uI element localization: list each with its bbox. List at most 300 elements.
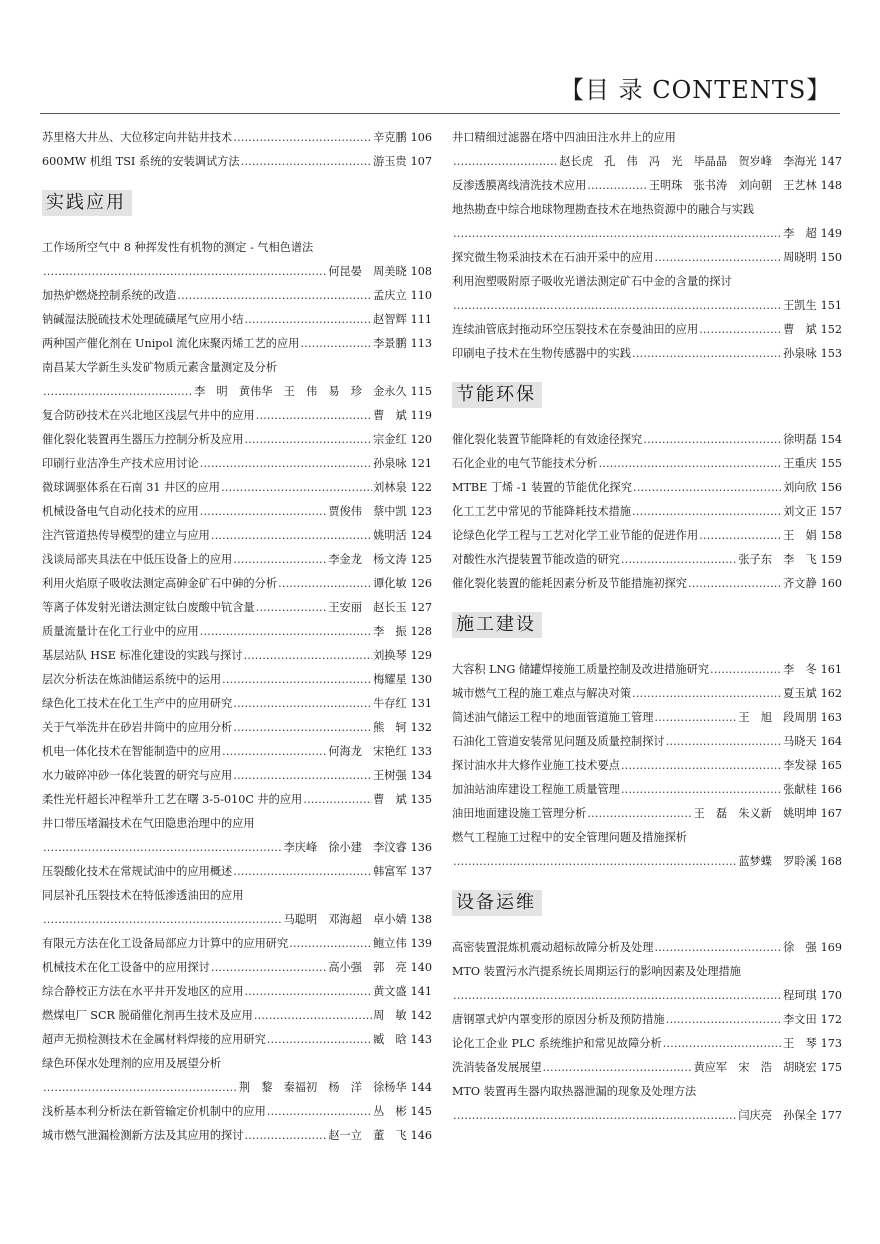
toc-entry-line	[452, 174, 842, 198]
toc-entry-line	[452, 572, 842, 596]
toc-entry-page: 138	[410, 913, 432, 926]
dot-leader	[267, 1100, 372, 1124]
toc-entry-page: 126	[410, 577, 432, 590]
dot-leader	[43, 908, 283, 932]
toc-entry-page: 149	[820, 227, 842, 240]
toc-entry-title: 井口带压堵漏技术在气田隐患治理中的应用	[42, 817, 255, 830]
page-header	[560, 70, 850, 106]
toc-entry	[42, 404, 432, 428]
toc-entry-page: 125	[410, 553, 432, 566]
toc-entry	[452, 246, 842, 270]
toc-entry	[452, 318, 842, 342]
dot-leader	[453, 850, 737, 874]
toc-entry	[452, 778, 842, 802]
toc-entry-title-line	[452, 126, 842, 150]
toc-entry-authors: 闫庆亮 孙保全	[738, 1109, 817, 1122]
toc-entry-line	[42, 980, 432, 1004]
section-label: 实践应用	[42, 190, 132, 216]
toc-entry-title: 催化裂化装置再生器压力控制分析及应用	[42, 433, 244, 446]
toc-entry-page: 143	[410, 1033, 432, 1046]
toc-entry	[452, 658, 842, 682]
toc-entry-line	[452, 778, 842, 802]
toc-entry-authors: 刘文正	[783, 505, 817, 518]
toc-entry-author-line	[42, 1076, 432, 1100]
toc-entry	[452, 682, 842, 706]
toc-entry-page: 124	[410, 529, 432, 542]
toc-entry	[42, 596, 432, 620]
toc-entry	[42, 524, 432, 548]
dot-leader	[244, 428, 372, 452]
toc-entry-title: 化工工艺中常见的节能降耗技术措施	[452, 505, 632, 518]
toc-entry-authors: 周 敏	[373, 1009, 407, 1022]
toc-entry-authors: 何昆晏 周美晓	[328, 265, 407, 278]
toc-entry-author-line	[452, 850, 842, 874]
toc-entry	[42, 476, 432, 500]
toc-entry-page: 134	[410, 769, 432, 782]
toc-entry-author-line	[452, 294, 842, 318]
toc-entry-line	[42, 476, 432, 500]
toc-entry-page: 137	[410, 865, 432, 878]
dot-leader	[587, 802, 692, 826]
toc-entry	[42, 548, 432, 572]
toc-entry-line	[42, 956, 432, 980]
dot-leader	[211, 956, 327, 980]
dot-leader	[688, 572, 782, 596]
toc-entry-page: 150	[820, 251, 842, 264]
toc-entry-title: 绿色环保水处理剂的应用及展望分析	[42, 1057, 222, 1070]
toc-entry	[42, 788, 432, 812]
toc-entry	[42, 860, 432, 884]
toc-entry-authors: 荆 黎 秦福初 杨 洋 徐杨华	[238, 1081, 407, 1094]
toc-entry-page: 172	[820, 1013, 842, 1026]
toc-entry	[42, 1004, 432, 1028]
toc-entry-title: 等离子体发射光谱法测定钛白废酸中钪含量	[42, 601, 255, 614]
toc-entry-authors: 梅耀星	[373, 673, 407, 686]
toc-entry-title: 机械技术在化工设备中的应用探讨	[42, 961, 210, 974]
toc-entry	[42, 356, 432, 404]
toc-entry-authors: 赵一立 董 飞	[328, 1129, 407, 1142]
toc-entry-author-line	[452, 1104, 842, 1128]
right-column	[452, 126, 842, 1128]
toc-entry-authors: 曹 斌	[373, 409, 407, 422]
toc-entry	[42, 1028, 432, 1052]
toc-entry-page: 131	[410, 697, 432, 710]
toc-entry-authors: 辛克鹏	[373, 131, 407, 144]
toc-entry-title: 钠碱湿法脱硫技术处理硫磺尾气应用小结	[42, 313, 244, 326]
toc-entry	[42, 332, 432, 356]
contents-title: 【目 录 CONTENTS】	[560, 76, 832, 104]
toc-entry-title: 城市燃气工程的施工难点与解决对策	[452, 687, 632, 700]
toc-entry-line	[42, 692, 432, 716]
toc-entry-page: 133	[410, 745, 432, 758]
toc-entry-line	[452, 754, 842, 778]
toc-entry-title: 微球调驱体系在石南 31 井区的应用	[42, 481, 220, 494]
toc-entry	[452, 936, 842, 960]
dot-leader	[587, 174, 648, 198]
toc-entry-line	[452, 318, 842, 342]
toc-entry-line	[42, 150, 432, 174]
toc-entry-title: 印刷电子技术在生物传感器中的实践	[452, 347, 632, 360]
toc-entry-title: 压裂酸化技术在常规试油中的应用概述	[42, 865, 233, 878]
toc-entry-line	[42, 284, 432, 308]
toc-entry-title: 浅析基本利分析法在新管输定价机制中的应用	[42, 1105, 266, 1118]
toc-entry	[452, 802, 842, 826]
dot-leader	[211, 524, 372, 548]
toc-entry	[42, 620, 432, 644]
toc-entry-page: 140	[410, 961, 432, 974]
dot-leader	[654, 246, 782, 270]
toc-entry	[452, 960, 842, 1008]
toc-entry	[42, 500, 432, 524]
toc-entry-title: 利用火焰原子吸收法测定高砷金矿石中砷的分析	[42, 577, 277, 590]
toc-entry-author-line	[452, 150, 842, 174]
toc-entry-page: 123	[410, 505, 432, 518]
toc-entry-page: 167	[820, 807, 842, 820]
toc-entry-title: 催化裂化装置的能耗因素分析及节能措施初探究	[452, 577, 687, 590]
dot-leader	[453, 222, 782, 246]
toc-entry-page: 173	[820, 1037, 842, 1050]
toc-entry-page: 161	[820, 663, 842, 676]
dot-leader	[233, 860, 372, 884]
dot-leader	[621, 754, 782, 778]
toc-entry-title: 探讨油水井大修作业施工技术要点	[452, 759, 620, 772]
dot-leader	[632, 500, 782, 524]
toc-entry-title-line	[452, 198, 842, 222]
toc-entry-line	[42, 1124, 432, 1148]
toc-entry-line	[42, 716, 432, 740]
dot-leader	[632, 342, 782, 366]
toc-entry-title: 注汽管道热传导模型的建立与应用	[42, 529, 210, 542]
toc-entry-authors: 张献桂	[783, 783, 817, 796]
toc-entry	[452, 174, 842, 198]
toc-entry-authors: 王树强	[373, 769, 407, 782]
toc-entry	[42, 884, 432, 932]
toc-entry-line	[42, 740, 432, 764]
toc-entry-title: 燃气工程施工过程中的安全管理问题及措施探析	[452, 831, 687, 844]
toc-entry-authors: 刘向欣	[783, 481, 817, 494]
left-entries	[42, 236, 432, 1148]
toc-entry-title: 柔性光杆超长冲程举升工艺在曙 3-5-010C 井的应用	[42, 793, 303, 806]
toc-entry-authors: 谭化敏	[373, 577, 407, 590]
toc-entry	[42, 1100, 432, 1124]
dot-leader	[699, 524, 782, 548]
toc-entry-authors: 王 磊 朱义新 姚明坤	[693, 807, 817, 820]
toc-entry-page: 120	[410, 433, 432, 446]
toc-entry	[42, 764, 432, 788]
dot-leader	[699, 318, 782, 342]
toc-entry-title-line	[42, 236, 432, 260]
toc-entry-authors: 王凯生	[783, 299, 817, 312]
toc-entry-page: 153	[820, 347, 842, 360]
section-label: 施工建设	[452, 612, 542, 638]
toc-entry-line	[42, 126, 432, 150]
toc-entry-line	[42, 620, 432, 644]
toc-entry	[452, 826, 842, 874]
toc-entry-title: 南昌某大学新生头发矿物质元素含量测定及分析	[42, 361, 277, 374]
toc-entry-authors: 黄应军 宋 浩 胡晓宏	[693, 1061, 817, 1074]
toc-entry-page: 145	[410, 1105, 432, 1118]
dot-leader	[453, 1104, 737, 1128]
toc-entry	[452, 270, 842, 318]
toc-entry-line	[42, 524, 432, 548]
dot-leader	[621, 778, 782, 802]
toc-entry	[452, 706, 842, 730]
dot-leader	[200, 500, 328, 524]
toc-entry-page: 164	[820, 735, 842, 748]
toc-entry	[42, 932, 432, 956]
toc-entry-page: 163	[820, 711, 842, 724]
toc-entry-line	[452, 428, 842, 452]
toc-entry	[452, 342, 842, 366]
section-heading-practice	[42, 190, 432, 218]
toc-entry-line	[452, 548, 842, 572]
toc-entry	[452, 1032, 842, 1056]
toc-entry-page: 147	[820, 155, 842, 168]
dot-leader	[233, 126, 372, 150]
toc-entry	[42, 284, 432, 308]
toc-entry-authors: 王安丽 赵长玉	[328, 601, 407, 614]
dot-leader	[244, 644, 373, 668]
toc-entry-authors: 李景鹏	[373, 337, 407, 350]
toc-entry	[452, 428, 842, 452]
toc-entry	[42, 812, 432, 860]
toc-entry-title: 两种国产催化剂在 Unipol 流化床聚丙烯工艺的应用	[42, 337, 300, 350]
toc-entry-title-line	[452, 826, 842, 850]
toc-entry-authors: 赵长虎 孔 伟 冯 光 毕晶晶 贺岁峰 李海光	[559, 155, 817, 168]
dot-leader	[267, 1028, 372, 1052]
right-entries-energy	[452, 428, 842, 596]
dot-leader	[244, 980, 372, 1004]
toc-entry-title-line	[42, 356, 432, 380]
toc-entry-title: 地热勘查中综合地球物理勘查技术在地热资源中的融合与实践	[452, 203, 755, 216]
toc-entry-page: 165	[820, 759, 842, 772]
toc-entry-authors: 何海龙 宋艳红	[328, 745, 407, 758]
toc-entry-authors: 赵智辉	[373, 313, 407, 326]
toc-entry-page: 130	[410, 673, 432, 686]
toc-entry-page: 158	[820, 529, 842, 542]
toc-entry	[452, 500, 842, 524]
toc-entry-authors: 贾俊伟 蔡中凯	[328, 505, 407, 518]
toc-entry	[42, 740, 432, 764]
dot-leader	[621, 548, 737, 572]
left-column	[42, 126, 432, 1148]
toc-entry-title: 同层补孔压裂技术在特低渗透油田的应用	[42, 889, 244, 902]
toc-entry-page: 141	[410, 985, 432, 998]
toc-entry-page: 136	[410, 841, 432, 854]
dot-leader	[200, 452, 372, 476]
toc-entry-page: 159	[820, 553, 842, 566]
toc-entry-authors: 刘林泉	[373, 481, 407, 494]
toc-entry	[42, 668, 432, 692]
toc-entry-authors: 齐文静	[783, 577, 817, 590]
toc-entry-authors: 程珂琪	[783, 989, 817, 1002]
toc-entry-authors: 曹 斌	[373, 793, 407, 806]
dot-leader	[222, 668, 372, 692]
toc-entry-authors: 游玉贵	[373, 155, 407, 168]
dot-leader	[233, 692, 372, 716]
toc-entry-page: 175	[820, 1061, 842, 1074]
toc-entry-authors: 夏玉斌	[783, 687, 817, 700]
dot-leader	[244, 308, 372, 332]
toc-entry-author-line	[452, 984, 842, 1008]
toc-entry-title: 工作场所空气中 8 种挥发性有机物的测定 - 气相色谱法	[42, 241, 314, 254]
toc-entry-title-line	[452, 960, 842, 984]
toc-entry-author-line	[42, 380, 432, 404]
dot-leader	[303, 788, 372, 812]
dot-leader	[666, 730, 782, 754]
toc-entry-authors: 周晓明	[783, 251, 817, 264]
toc-entry-authors: 李 超	[783, 227, 817, 240]
section-label: 设备运维	[452, 890, 542, 916]
toc-entry-title: 探究微生物采油技术在石油开采中的应用	[452, 251, 654, 264]
toc-entry-title: 连续油管底封拖动环空压裂技术在奈曼油田的应用	[452, 323, 699, 336]
toc-entry-title-line	[452, 1080, 842, 1104]
toc-entry	[42, 980, 432, 1004]
toc-entry-title: 机械设备电气自动化技术的应用	[42, 505, 199, 518]
dot-leader	[300, 332, 372, 356]
toc-entry-line	[42, 428, 432, 452]
toc-entry-page: 122	[410, 481, 432, 494]
toc-entry-page: 170	[820, 989, 842, 1002]
toc-entry-author-line	[452, 222, 842, 246]
toc-entry-title: 石化企业的电气节能技术分析	[452, 457, 598, 470]
dot-leader	[241, 150, 372, 174]
section-heading-energy	[452, 382, 842, 410]
toc-entry-title: 催化裂化装置节能降耗的有效途径探究	[452, 433, 643, 446]
dot-leader	[222, 740, 327, 764]
toc-entry	[42, 1052, 432, 1100]
dot-leader	[289, 932, 372, 956]
toc-entry-line	[42, 500, 432, 524]
section-label: 节能环保	[452, 382, 542, 408]
toc-entry-title: 600MW 机组 TSI 系统的安装调试方法	[42, 155, 240, 168]
toc-entry	[42, 572, 432, 596]
toc-entry-title: 大容积 LNG 储罐焊接施工质量控制及改进措施研究	[452, 663, 710, 676]
toc-entry-authors: 徐 强	[783, 941, 817, 954]
dot-leader	[654, 706, 737, 730]
toc-entry-line	[452, 730, 842, 754]
toc-entry-authors: 孙泉咏	[373, 457, 407, 470]
toc-entry-authors: 韩富军	[373, 865, 407, 878]
toc-entry-line	[452, 658, 842, 682]
toc-entry-line	[42, 788, 432, 812]
dot-leader	[453, 984, 782, 1008]
toc-entry	[452, 524, 842, 548]
toc-entry	[42, 716, 432, 740]
toc-entry-page: 128	[410, 625, 432, 638]
toc-entry-line	[42, 548, 432, 572]
toc-entry-page: 132	[410, 721, 432, 734]
toc-entry-authors: 臧 晗	[373, 1033, 407, 1046]
toc-entry-authors: 马晓天	[783, 735, 817, 748]
toc-entry-line	[452, 500, 842, 524]
toc-entry-line	[452, 682, 842, 706]
toc-entry-authors: 李金龙 杨文涛	[328, 553, 407, 566]
toc-entry-line	[42, 668, 432, 692]
toc-entry-line	[42, 860, 432, 884]
toc-entry-page: 121	[410, 457, 432, 470]
toc-entry-page: 148	[820, 179, 842, 192]
toc-entry	[452, 1008, 842, 1032]
toc-entry-line	[452, 246, 842, 270]
toc-entry-title: 加油站油库建设工程施工质量管理	[452, 783, 620, 796]
toc-entry	[452, 754, 842, 778]
toc-entry	[452, 126, 842, 174]
toc-entry-title: MTO 装置再生器内取热器泄漏的现象及处理方法	[452, 1085, 697, 1098]
toc-entry-authors: 鲍立伟	[373, 937, 407, 950]
toc-entry-author-line	[42, 260, 432, 284]
dot-leader	[710, 658, 782, 682]
dot-leader	[200, 620, 372, 644]
toc-entry-author-line	[42, 836, 432, 860]
toc-entry-authors: 李文田	[783, 1013, 817, 1026]
toc-entry-page: 157	[820, 505, 842, 518]
toc-entry-title: 石油化工管道安装常见问题及质量控制探讨	[452, 735, 665, 748]
dot-leader	[453, 150, 558, 174]
toc-entry-line	[452, 802, 842, 826]
right-entries-construction	[452, 658, 842, 874]
toc-entry-title: MTBE 丁烯 -1 装置的节能优化探究	[452, 481, 632, 494]
toc-entry-line	[42, 572, 432, 596]
toc-entry-title: 洗消装备发展展望	[452, 1061, 542, 1074]
toc-entry-line	[452, 936, 842, 960]
toc-entry-title: 质量流量计在化工行业中的应用	[42, 625, 199, 638]
toc-entry-authors: 马聪明 邓海超 卓小婧	[283, 913, 407, 926]
toc-entry-title: 城市燃气泄漏检测新方法及其应用的探讨	[42, 1129, 244, 1142]
toc-entry-title: 论化工企业 PLC 系统维护和常见故障分析	[452, 1037, 662, 1050]
toc-entry-authors: 王 旭 段周朋	[738, 711, 817, 724]
dot-leader	[278, 572, 372, 596]
dot-leader	[666, 1008, 782, 1032]
toc-entry-authors: 曹 斌	[783, 323, 817, 336]
dot-leader	[43, 380, 193, 404]
dot-leader	[633, 476, 782, 500]
dot-leader	[43, 260, 327, 284]
dot-leader	[453, 294, 782, 318]
toc-entry	[42, 308, 432, 332]
toc-entry-title-line	[452, 270, 842, 294]
toc-entry	[452, 198, 842, 246]
toc-entry	[452, 548, 842, 572]
toc-entry-title: 反渗透膜离线清洗技术应用	[452, 179, 587, 192]
toc-entry-authors: 孟庆立	[373, 289, 407, 302]
toc-entry-authors: 王重庆	[783, 457, 817, 470]
toc-entry-title: 对酸性水汽提装置节能改造的研究	[452, 553, 620, 566]
toc-entry-page: 115	[410, 385, 432, 398]
toc-entry-title: 基层站队 HSE 标准化建设的实践与探讨	[42, 649, 243, 662]
toc-entry-title: 水力破碎冲砂一体化装置的研究与应用	[42, 769, 233, 782]
toc-entry-page: 142	[410, 1009, 432, 1022]
toc-entry	[452, 1056, 842, 1080]
dot-leader	[543, 1056, 693, 1080]
dot-leader	[177, 284, 372, 308]
toc-entry-page: 139	[410, 937, 432, 950]
toc-entry-authors: 王 娟	[783, 529, 817, 542]
dot-leader	[43, 836, 283, 860]
toc-entry-title: 机电一体化技术在智能制造中的应用	[42, 745, 222, 758]
toc-entry-page: 151	[820, 299, 842, 312]
toc-entry-line	[452, 706, 842, 730]
toc-entry-title: MTO 装置污水汽提系统长周期运行的影响因素及处理措施	[452, 965, 741, 978]
toc-entry	[452, 572, 842, 596]
toc-entry-authors: 李庆峰 徐小建 李汶睿	[283, 841, 407, 854]
toc-entry-authors: 李 振	[373, 625, 407, 638]
section-heading-construction	[452, 612, 842, 640]
toc-entry-line	[42, 764, 432, 788]
toc-entry-title: 简述油气储运工程中的地面管道施工管理	[452, 711, 654, 724]
toc-entry-authors: 李 冬	[783, 663, 817, 676]
toc-entry-authors: 李发禄	[783, 759, 817, 772]
